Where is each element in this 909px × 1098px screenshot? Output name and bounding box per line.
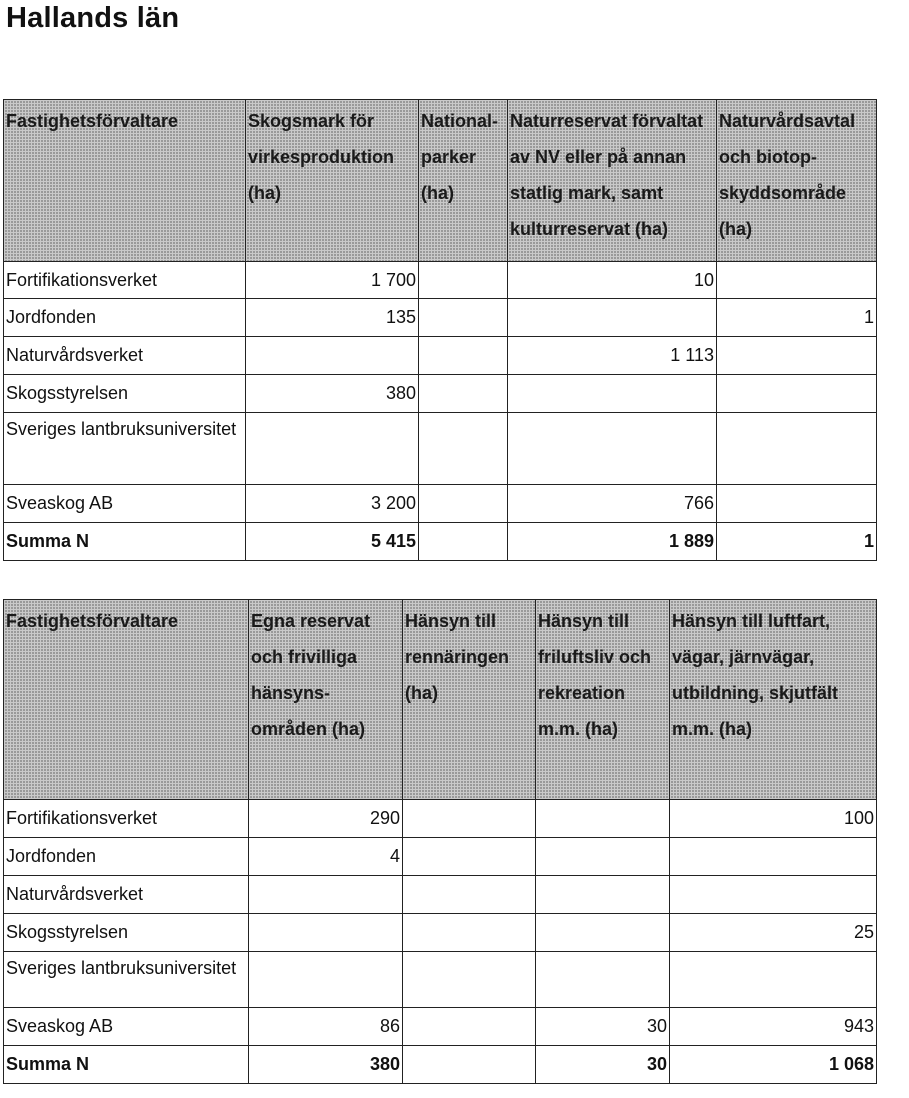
table-cell [508, 299, 717, 337]
table-cell [249, 914, 403, 952]
table-cell: 10 [508, 262, 717, 299]
row-label: Fortifikationsverket [4, 262, 246, 299]
row-label: Summa N [4, 1046, 249, 1084]
table-cell [670, 876, 877, 914]
table-row [4, 299, 877, 337]
table-row [4, 413, 877, 485]
table-cell: 380 [249, 1046, 403, 1084]
table-cell: 3 200 [246, 485, 419, 523]
table-cell: 1 889 [508, 523, 717, 561]
table-cell [246, 413, 419, 485]
row-label: Jordfonden [4, 838, 249, 876]
table-row [4, 262, 877, 299]
table-cell [419, 523, 508, 561]
column-header: National- parker (ha) [419, 100, 508, 262]
table-row [4, 952, 877, 1008]
table-cell [246, 337, 419, 375]
column-header: Fastighetsförvaltare [4, 600, 249, 800]
table-cell: 290 [249, 800, 403, 838]
table-cell: 1 [717, 523, 877, 561]
table-cell: 135 [246, 299, 419, 337]
table-cell [249, 952, 403, 1008]
table-cell [717, 262, 877, 299]
table-cell: 1 113 [508, 337, 717, 375]
table-cell [403, 876, 536, 914]
table-row [4, 800, 877, 838]
table-cell: 1 [717, 299, 877, 337]
table-cell [717, 485, 877, 523]
consideration-areas-table [3, 599, 877, 1084]
table-cell [536, 952, 670, 1008]
row-label: Summa N [4, 523, 246, 561]
table-cell [419, 485, 508, 523]
table-cell [508, 375, 717, 413]
table-cell [403, 838, 536, 876]
table-cell: 100 [670, 800, 877, 838]
table-cell [717, 413, 877, 485]
table-cell: 1 068 [670, 1046, 877, 1084]
table-header-row [4, 600, 877, 800]
column-header: Naturreservat förvaltat av NV eller på annan statlig mark, samt kulturreservat (ha) [508, 100, 717, 262]
table-row [4, 337, 877, 375]
table-cell: 1 700 [246, 262, 419, 299]
table-cell: 766 [508, 485, 717, 523]
table-cell [536, 876, 670, 914]
table-cell [419, 337, 508, 375]
column-header: Hänsyn till rennäringen (ha) [403, 600, 536, 800]
table-cell [536, 800, 670, 838]
table-cell [717, 337, 877, 375]
row-label: Sveaskog AB [4, 1008, 249, 1046]
table-cell: 25 [670, 914, 877, 952]
page-title: Hallands län [6, 2, 180, 34]
table-cell [419, 299, 508, 337]
row-label: Skogsstyrelsen [4, 914, 249, 952]
table-cell [508, 413, 717, 485]
sum-row [4, 523, 877, 561]
table-row [4, 485, 877, 523]
table-cell [403, 800, 536, 838]
table-cell [249, 876, 403, 914]
table-cell: 86 [249, 1008, 403, 1046]
column-header: Hänsyn till luftfart, vägar, järnvägar, utbildning, skjutfält m.m. (ha) [670, 600, 877, 800]
table-cell [403, 914, 536, 952]
column-header: Fastighetsförvaltare [4, 100, 246, 262]
forest-land-table [3, 99, 877, 561]
table-row [4, 914, 877, 952]
table-cell [419, 413, 508, 485]
table-cell [670, 838, 877, 876]
row-label: Naturvårdsverket [4, 876, 249, 914]
table-cell [536, 838, 670, 876]
row-label: Jordfonden [4, 299, 246, 337]
table-cell [419, 375, 508, 413]
table-cell: 30 [536, 1046, 670, 1084]
table-cell [670, 952, 877, 1008]
table-cell [536, 914, 670, 952]
table-cell [403, 1046, 536, 1084]
column-header: Skogsmark för virkesproduktion (ha) [246, 100, 419, 262]
table-row [4, 876, 877, 914]
sum-row [4, 1046, 877, 1084]
table-cell [403, 952, 536, 1008]
row-label: Naturvårdsverket [4, 337, 246, 375]
table-row [4, 838, 877, 876]
table-cell: 30 [536, 1008, 670, 1046]
column-header: Egna reservat och frivilliga hänsyns- områden (ha) [249, 600, 403, 800]
table-cell [717, 375, 877, 413]
table-cell: 4 [249, 838, 403, 876]
table-cell: 380 [246, 375, 419, 413]
table-cell: 5 415 [246, 523, 419, 561]
row-label: Fortifikationsverket [4, 800, 249, 838]
column-header: Naturvårdsavtal och biotop- skyddsområde (ha) [717, 100, 877, 262]
row-label: Sveriges lantbruksuniversitet [4, 413, 246, 485]
table-row [4, 375, 877, 413]
row-label: Sveaskog AB [4, 485, 246, 523]
table-cell [419, 262, 508, 299]
column-header: Hänsyn till friluftsliv och rekreation m.m. (ha) [536, 600, 670, 800]
table-row [4, 1008, 877, 1046]
row-label: Skogsstyrelsen [4, 375, 246, 413]
table-header-row [4, 100, 877, 262]
table-cell [403, 1008, 536, 1046]
row-label: Sveriges lantbruksuniversitet [4, 952, 249, 1008]
table-cell: 943 [670, 1008, 877, 1046]
